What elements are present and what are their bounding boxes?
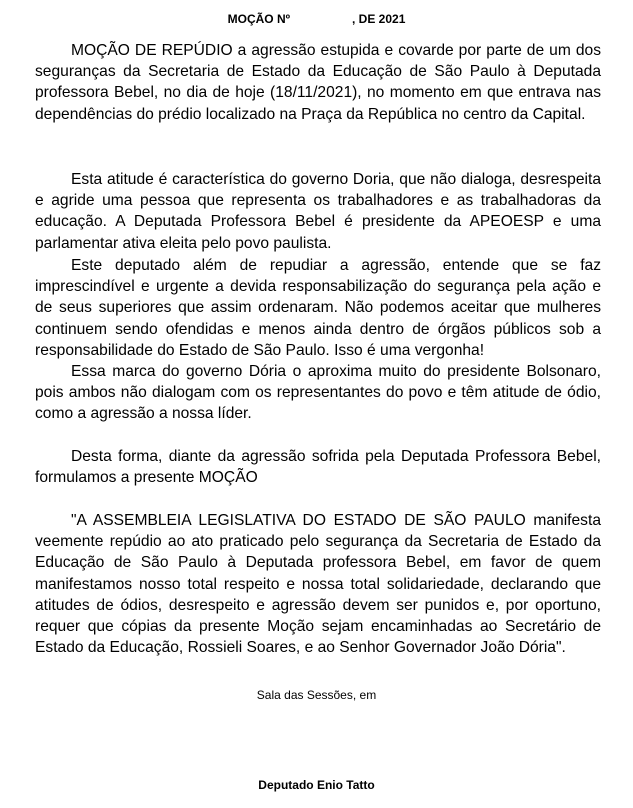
paragraph-responsabilizacao: Este deputado além de repudiar a agressão, entende que se faz imprescindível e urgente a devida responsabilização do segurança pela ação e de seus superiores que assim ordenaram. Não podemos aceitar que mulheres continuem sendo ofendidas e menos ainda dentro de órgãos públicos sob a responsabilidade do Estado de São Paulo. Isso é uma vergonha! — [35, 257, 601, 359]
motion-number-label: MOÇÃO Nº — [227, 12, 290, 26]
paragraph-motion-text: "A ASSEMBLEIA LEGISLATIVA DO ESTADO DE SÃO PAULO manifesta veemente repúdio ao ato praticado pelo segurança da Secretaria de Estado da Educação de São Paulo à Deputada professora Bebel, em favor de quem manifestamos nosso total respeito e nossa total solidariedade, declarando que atitudes de ódios, desrespeito e agressão devem ser punidos e, por oportuno, requer que cópias da presente Moção sejam encaminhadas ao Secretário de Estado da Educação, Rossieli Soares, e ao Senhor Governador João Dória". — [35, 512, 601, 657]
paragraph-bolsonaro: Essa marca do governo Dória o aproxima muito do presidente Bolsonaro, pois ambos não dialogam com os representantes do povo e têm atitude de ódio, como a agressão a nossa líder. — [35, 363, 601, 423]
paragraph-repudio: MOÇÃO DE REPÚDIO a agressão estupida e covarde por parte de um dos seguranças da Secretaria de Estado da Educação de São Paulo à Deputada professora Bebel, no dia de hoje (18/11/2021), no momento em que entrava nas dependências do prédio localizado na Praça da República no centro da Capital. — [35, 42, 601, 123]
session-room-line: Sala das Sessões, em — [256, 688, 377, 702]
deputy-signature: Deputado Enio Tatto — [258, 778, 375, 792]
motion-header — [0, 12, 633, 26]
motion-year: , DE 2021 — [352, 12, 406, 26]
paragraph-governo-doria: Esta atitude é característica do governo Doria, que não dialoga, desrespeita e agride uma pessoa que representa os trabalhadores e as trabalhadoras da educação. A Deputada Professora Bebel é presidente da APEOESP e uma parlamentar ativa eleita pelo povo paulista. — [35, 171, 601, 252]
paragraph-formulamos: Desta forma, diante da agressão sofrida pela Deputada Professora Bebel, formulamos a presente MOÇÃO — [35, 448, 601, 487]
